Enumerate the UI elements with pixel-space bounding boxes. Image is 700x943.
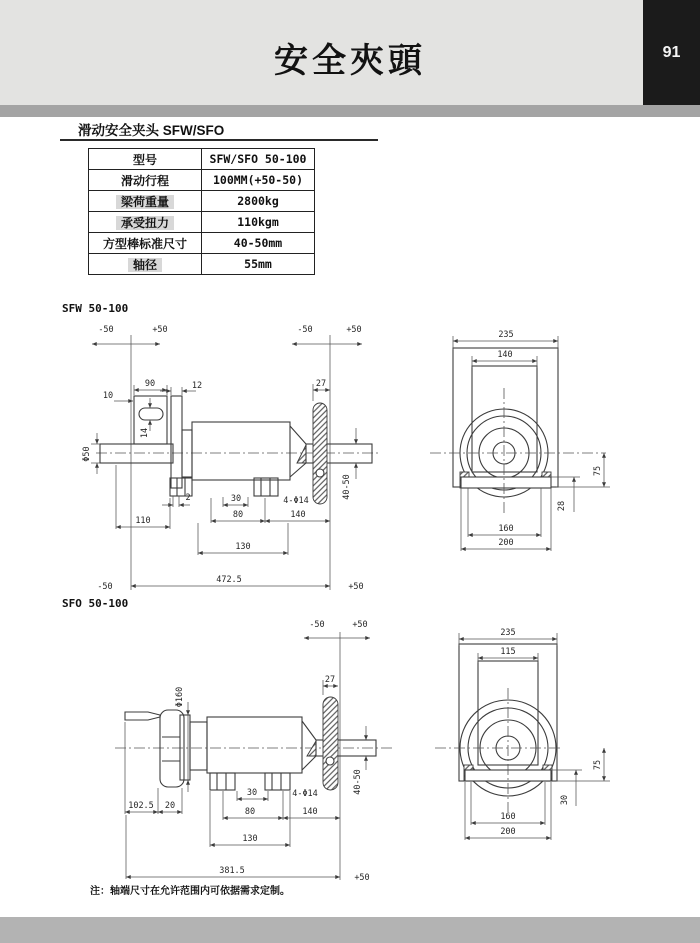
spec-value: 100MM(+50-50) xyxy=(202,170,315,191)
dim-label: -50 xyxy=(297,325,313,335)
dim-label: 140 xyxy=(290,510,306,520)
mount-lug xyxy=(254,478,278,496)
dim-label: +50 xyxy=(348,582,364,592)
clamp-hatch xyxy=(307,741,316,756)
handle-pivot xyxy=(316,469,324,477)
sfw-front-view xyxy=(430,330,610,551)
dim-label: 40-50 xyxy=(342,474,352,500)
clamp-hatch xyxy=(297,445,306,463)
spec-value: 40-50mm xyxy=(202,233,315,254)
spec-value: SFW/SFO 50-100 xyxy=(202,149,315,170)
dim-label: Φ160 xyxy=(175,686,185,708)
dim-label: 12 xyxy=(191,381,203,391)
base-plate xyxy=(461,477,551,488)
dim-label: 80 xyxy=(232,510,244,520)
dim-label: 2 xyxy=(185,493,191,503)
sfo-front-view xyxy=(435,628,610,840)
spec-label: 滑动行程 xyxy=(89,170,202,191)
dim-label: 140 xyxy=(497,350,513,360)
table-row xyxy=(89,191,315,212)
dim-label: 102.5 xyxy=(128,801,154,811)
dim-label: 30 xyxy=(560,794,570,806)
mount-lug xyxy=(210,773,235,790)
spec-label: 轴径 xyxy=(89,254,202,275)
dim-label: 40-50 xyxy=(353,769,363,795)
section-underline xyxy=(60,139,378,141)
table-row xyxy=(89,170,315,191)
dim-label: 4-Φ14 xyxy=(292,789,318,799)
key-slot xyxy=(139,408,163,420)
dim-label: 30 xyxy=(230,494,242,504)
dim-label: 115 xyxy=(500,647,516,657)
handle-lever xyxy=(313,403,327,504)
handle-pivot xyxy=(326,757,334,765)
dim-label: 80 xyxy=(244,807,256,817)
left-shaft xyxy=(100,444,173,463)
dim-label: +50 xyxy=(346,325,362,335)
dim-label: 235 xyxy=(500,628,516,638)
footnote: 注：轴端尺寸在允许范围内可依据需求定制。 xyxy=(90,886,290,897)
spec-table xyxy=(88,148,315,275)
technical-drawings xyxy=(0,295,700,917)
sfo-side-view xyxy=(62,597,392,883)
dim-label: 160 xyxy=(500,812,516,822)
dim-label: 200 xyxy=(500,827,516,837)
outer-plate xyxy=(453,348,558,487)
dim-label: 110 xyxy=(135,516,151,526)
dim-label: -50 xyxy=(309,620,325,630)
dim-label: 130 xyxy=(242,834,258,844)
dim-label: 30 xyxy=(246,788,258,798)
spec-value: 110kgm xyxy=(202,212,315,233)
dim-label: 27 xyxy=(315,379,327,389)
spec-value: 2800kg xyxy=(202,191,315,212)
dim-label: 75 xyxy=(593,465,603,477)
dim-label: 10 xyxy=(102,391,114,401)
flange-plate xyxy=(171,396,182,488)
divider-strip-top xyxy=(0,105,700,117)
neck xyxy=(182,430,192,477)
dim-label: 235 xyxy=(498,330,514,340)
dim-label: 28 xyxy=(557,500,567,512)
spec-label: 梁荷重量 xyxy=(89,191,202,212)
table-row xyxy=(89,149,315,170)
table-row xyxy=(89,212,315,233)
chuck-body xyxy=(192,422,290,480)
dim-label: 14 xyxy=(140,427,150,439)
sfw-side-view xyxy=(62,302,380,592)
inner-plate xyxy=(472,366,537,472)
spec-label: 承受扭力 xyxy=(89,212,202,233)
sfo-title: SFO 50-100 xyxy=(62,597,129,610)
chuck-body xyxy=(207,717,302,773)
spec-label: 方型棒标准尺寸 xyxy=(89,233,202,254)
page-number-box xyxy=(643,0,700,105)
handle-lever xyxy=(323,697,338,790)
dim-label: 27 xyxy=(324,675,336,685)
dim-label: 160 xyxy=(498,524,514,534)
page-number: 91 xyxy=(662,43,681,61)
dim-label: 200 xyxy=(498,538,514,548)
dim-label: +50 xyxy=(354,873,370,883)
neck xyxy=(190,722,207,770)
page-title: 安全夾頭 xyxy=(274,42,426,80)
dim-label: -50 xyxy=(98,325,114,335)
mount-lug xyxy=(265,773,290,790)
dim-label: 4-Φ14 xyxy=(283,496,309,506)
dim-label: 140 xyxy=(302,807,318,817)
dim-label: 472.5 xyxy=(216,575,242,585)
dim-label: +50 xyxy=(152,325,168,335)
section-title: 滑动安全夹头 SFW/SFO xyxy=(78,123,225,138)
dim-label: 75 xyxy=(593,759,603,771)
dim-label: +50 xyxy=(352,620,368,630)
dim-label: 20 xyxy=(164,801,176,811)
spec-label: 型号 xyxy=(89,149,202,170)
flange-plate xyxy=(180,715,190,780)
table-row xyxy=(89,233,315,254)
dim-label: 130 xyxy=(235,542,251,552)
sfw-title: SFW 50-100 xyxy=(62,302,129,315)
dim-label: Φ50 xyxy=(82,446,92,462)
dim-label: -50 xyxy=(97,582,113,592)
pointed-rod xyxy=(125,712,160,720)
dim-label: 90 xyxy=(144,379,156,389)
spec-value: 55mm xyxy=(202,254,315,275)
dim-label: 381.5 xyxy=(219,866,245,876)
table-row xyxy=(89,254,315,275)
divider-strip-bottom xyxy=(0,917,700,943)
